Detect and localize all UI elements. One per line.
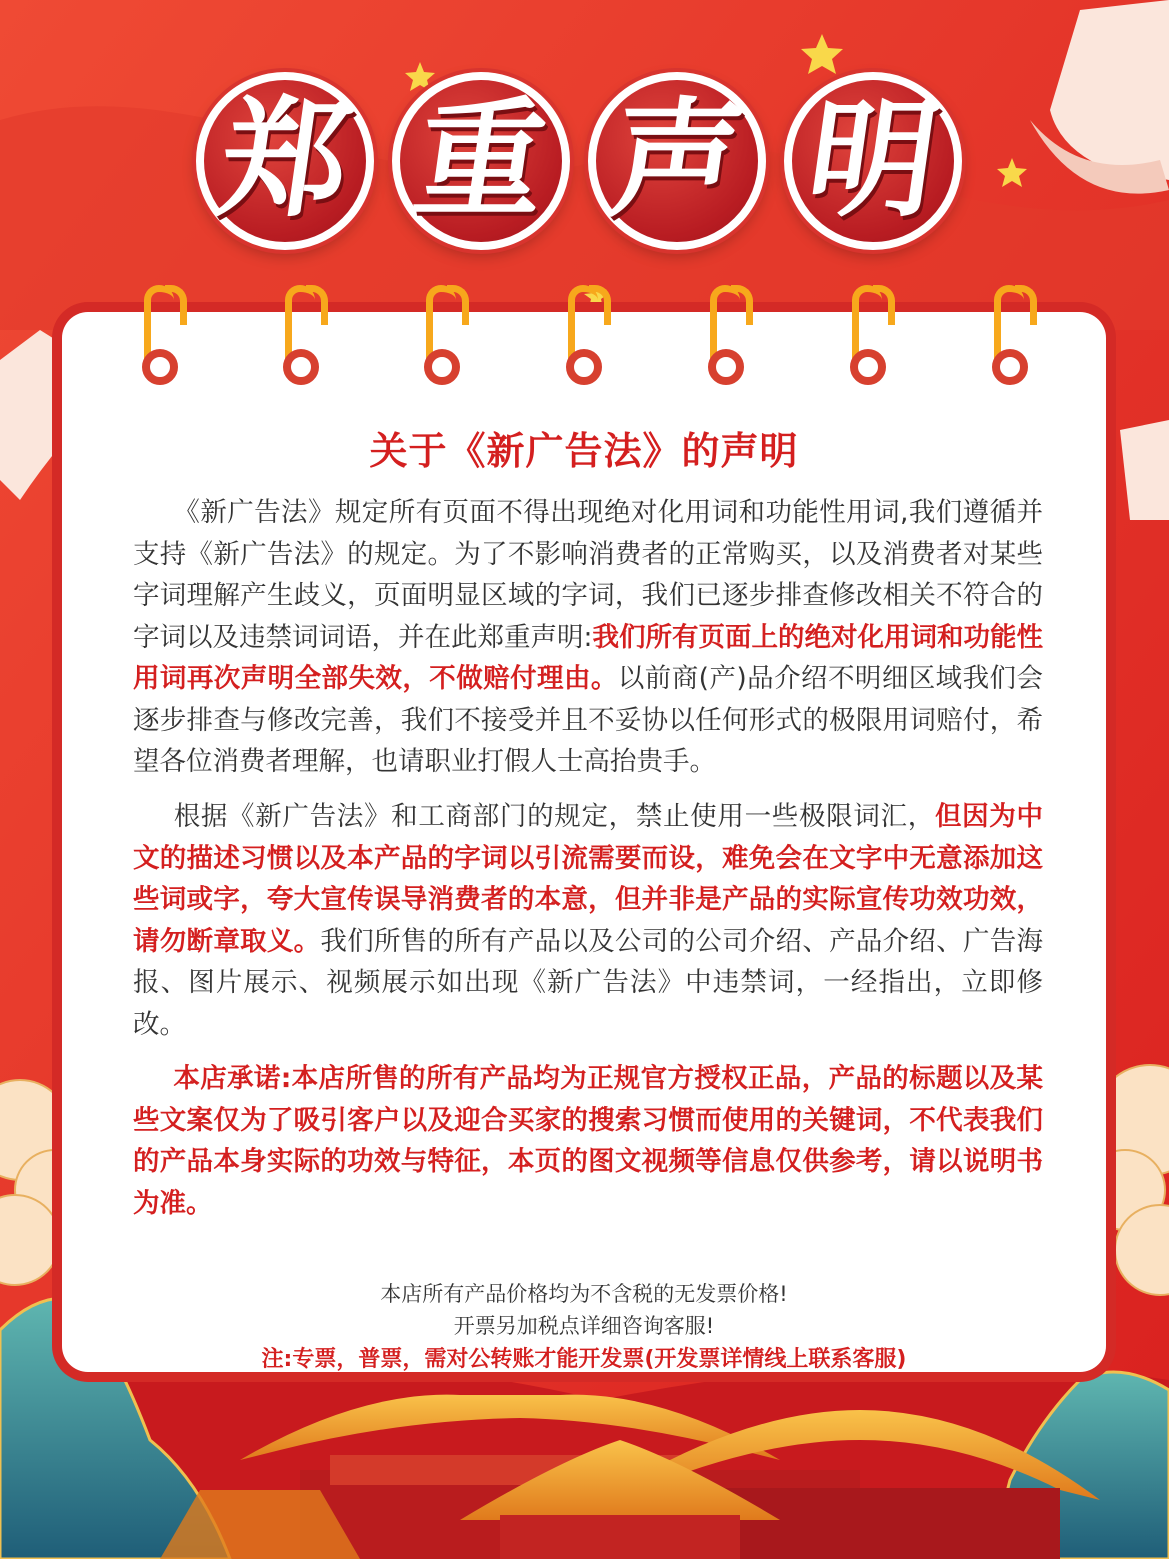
- p1-text-b: 以前商(产)品介绍不明细区域我们会逐步排查与修改完善，我们不接受并且不妥协以任何形式的极限用词赔付，希望各位消费者理解，也请职业打假人士高抬贵手。: [133, 663, 1043, 777]
- title-circle-4: [784, 72, 962, 250]
- paragraph-2: [133, 796, 1043, 1045]
- footer-line-2: 开票另加税点详细咨询客服!: [453, 1314, 715, 1338]
- p3-text: 本店承诺:本店所售的所有产品均为正规官方授权正品，产品的标题以及某些文案仅为了吸引客户以及迎合买家的搜索习惯而使用的关键词，不代表我们的产品本身实际的功效与特征，本页的图文视频等信息仅供参考，请以说明书为准。: [133, 1063, 1043, 1219]
- binder-ring-4: [564, 285, 614, 385]
- binder-ring-7: [990, 285, 1040, 385]
- binder-ring-1: [140, 285, 190, 385]
- footer-line-1: 本店所有产品价格均为不含税的无发票价格!: [380, 1282, 788, 1306]
- title-char-4: 明: [798, 86, 948, 235]
- main-title: [196, 72, 976, 252]
- paragraph-1: [133, 492, 1043, 783]
- binder-ring-2: [281, 285, 331, 385]
- binder-ring-5: [706, 285, 756, 385]
- title-char-1: 郑: [210, 86, 360, 235]
- p1-text-a: 《新广告法》规定所有页面不得出现绝对化用词和功能性用词,我们遵循并支持《新广告法》的规定。为了不影响消费者的正常购买，以及消费者对某些字词理解产生歧义，页面明显区域的字词，我们已逐步排查修改相关不符合的字词以及违禁词词语，并在此郑重声明:: [133, 497, 1043, 653]
- p1-text-red: 我们所有页面上的绝对化用词和功能性用词再次声明全部失效，不做赔付理由。: [133, 621, 1043, 694]
- title-circle-2: [392, 72, 570, 250]
- notice-heading: 关于《新广告法》的声明: [369, 429, 799, 473]
- p2-text-a: 根据《新广告法》和工商部门的规定，禁止使用一些极限词汇，: [173, 801, 935, 832]
- title-circle-1: [196, 72, 374, 250]
- title-char-3: 声: [602, 86, 752, 235]
- p2-text-red: 但因为中文的描述习惯以及本产品的字词以引流需要而设，难免会在文字中无意添加这些词或字，夸大宣传误导消费者的本意，但并非是产品的实际宣传功效功效，请勿断章取义。: [133, 801, 1043, 957]
- footer-line-3: 注:专票，普票，需对公转账才能开发票(开发票详情线上联系客服): [261, 1347, 907, 1372]
- binder-ring-3: [422, 285, 472, 385]
- paragraph-3: [133, 1058, 1043, 1224]
- p2-text-b: 我们所售的所有产品以及公司的公司介绍、产品介绍、广告海报、图片展示、视频展示如出现《新广告法》中违禁词，一经指出，立即修改。: [133, 925, 1044, 1040]
- binder-ring-6: [848, 285, 898, 385]
- title-circle-3: [588, 72, 766, 250]
- title-char-2: 重: [406, 86, 556, 235]
